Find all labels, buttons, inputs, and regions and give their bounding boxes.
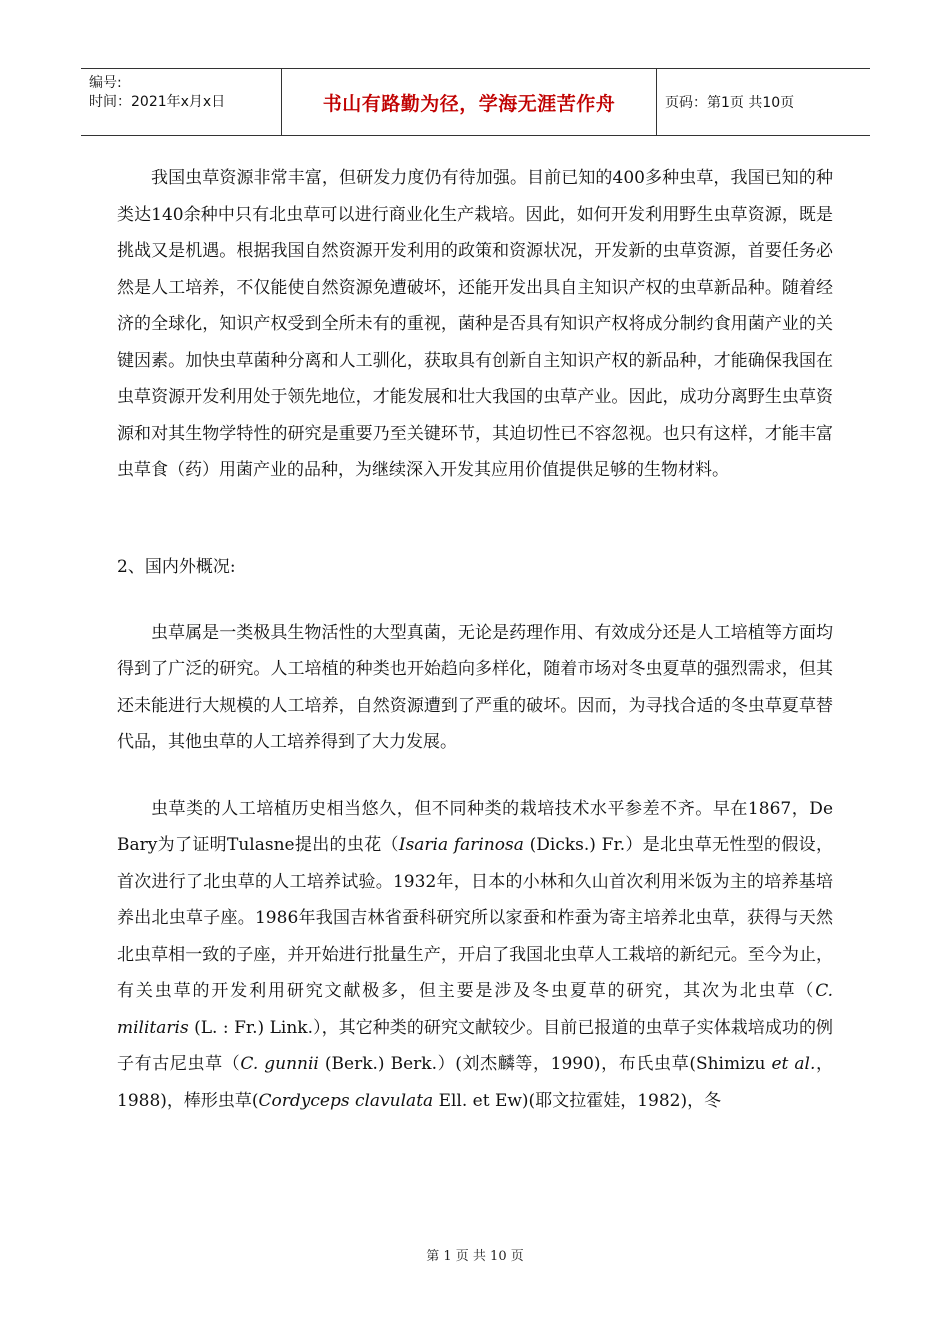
species-name: Cordyceps clavulata	[258, 1090, 434, 1111]
text-run: Ell. et Ew)(耶文拉霍娃，1982)，冬	[433, 1090, 722, 1111]
text-run: (Berk.) Berk.）(刘杰麟等，1990)，布氏虫草(Shimizu	[318, 1054, 772, 1074]
header-page-label: 页码：第1页 共10页	[665, 95, 795, 111]
species-name: C. militaris	[117, 981, 833, 1038]
header-meta	[81, 69, 282, 135]
text-run: ，1988)，棒形虫草(	[117, 1054, 834, 1111]
species-name: C. gunnii	[240, 1054, 319, 1074]
citation-et-al: et al.	[771, 1054, 816, 1074]
paragraph-resources: 我国虫草资源非常丰富，但研发力度仍有待加强。目前已知的400多种虫草，我国已知的种类达140余种中只有北虫草可以进行商业化生产栽培。因此，如何开发利用野生虫草资源，既是挑战又是机遇。根据我国自然资源开发利用的政策和资源状况，开发新的虫草资源，首要任务必然是人工培养，不仅能使自然资源免遭破坏，还能开发出具自主知识产权的虫草新品种。随着经济的全球化，知识产权受到全所未有的重视，菌种是否具有知识产权将成分制约食用菌产业的关键因素。加快虫草菌种分离和人工驯化，获取具有创新自主知识产权的新品种，才能确保我国在虫草资源开发利用处于领先地位，才能发展和壮大我国的虫草产业。因此，成功分离野生虫草资源和对其生物学特性的研究是重要乃至关键环节，其迫切性已不容忽视。也只有这样，才能丰富虫草食（药）用菌产业的品种，为继续深入开发其应用价值提供足够的生物材料。	[117, 168, 833, 480]
document-body	[117, 160, 833, 1119]
header-time-label: 时间：2021年x月x日	[89, 94, 226, 110]
header-motto: 书山有路勤为径，学海无涯苦作舟	[282, 69, 657, 135]
text-run: (L. : Fr.) Link.），其它种类的研究文献较少。目前已报道的虫草子实体栽培成功的例子有古尼虫草（	[117, 1017, 833, 1074]
paragraph-cordyceps-genus: 虫草属是一类极具生物活性的大型真菌，无论是药理作用、有效成分还是人工培植等方面均得到了广泛的研究。人工培植的种类也开始趋向多样化，随着市场对冬虫夏草的强烈需求，但其还未能进行大规模的人工培养，自然资源遭到了严重的破坏。因而，为寻找合适的冬虫草夏草替代品，其他虫草的人工培养得到了大力发展。	[117, 622, 833, 752]
species-name: Isaria farinosa	[398, 835, 524, 855]
text-run: (Dicks.) Fr.）是北虫草无性型的假设，首次进行了北虫草的人工培养试验。1932年，日本的小林和久山首次利用米饭为主的培养基培养出北虫草子座。1986年我国吉林省蚕科研究所以家蚕和柞蚕为寄主培养北虫草，获得与天然北虫草相一致的子座，并开始进行批量生产，开启了我国北虫草人工栽培的新纪元。至今为止，有关虫草的开发利用研究文献极多，但主要是涉及冬虫夏草的研究，其次为北虫草（	[117, 835, 834, 1001]
page-footer: 第 1 页 共 10 页	[426, 1249, 524, 1264]
text-run: 虫草类的人工培植历史相当悠久，但不同种类的栽培技术水平参差不齐。早在1867，De Bary为了证明Tulasne提出的虫花（	[117, 798, 833, 855]
paragraph-cultivation-history	[117, 791, 833, 1120]
page-header	[81, 68, 870, 136]
header-number-label: 编号:	[89, 75, 122, 91]
section-heading-overview: 2、国内外概况:	[117, 556, 236, 577]
